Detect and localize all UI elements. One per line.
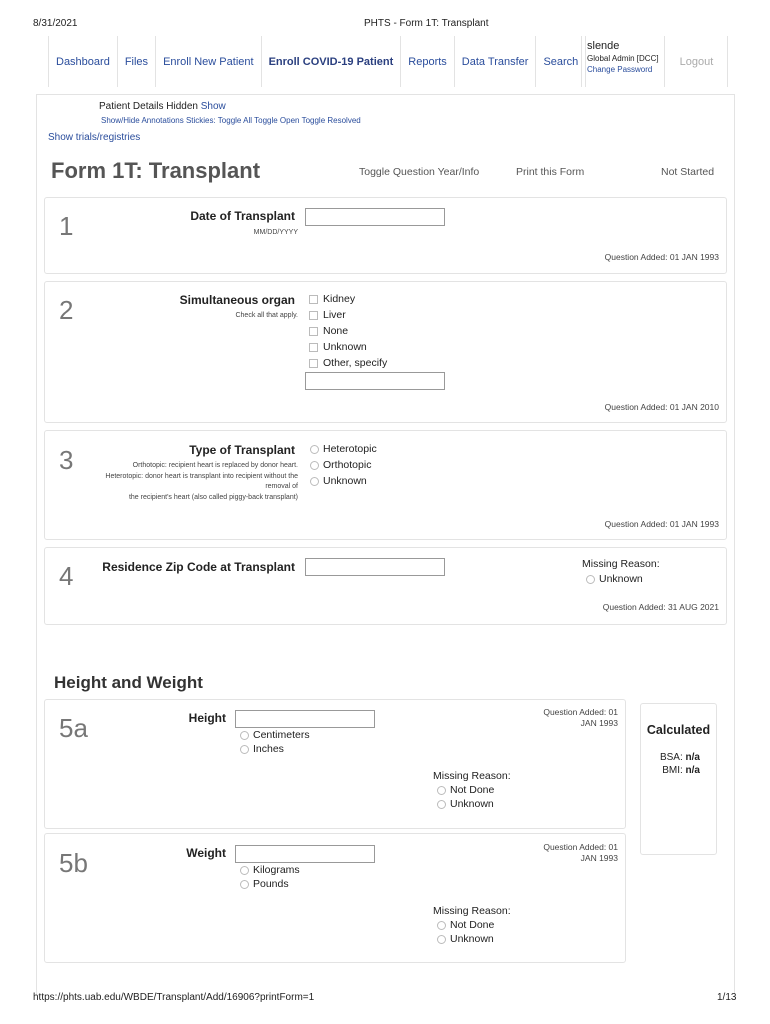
bmi-label: BMI:	[662, 765, 683, 776]
show-trials-link[interactable]: Show trials/registries	[48, 132, 141, 143]
print-footer-url: https://phts.uab.edu/WBDE/Transplant/Add/16906?printForm=1	[33, 992, 315, 1003]
patient-details	[99, 101, 226, 112]
toggle-question-info-link[interactable]: Toggle Question Year/Info	[359, 166, 480, 178]
radio[interactable]	[437, 921, 446, 930]
question-number: 2	[59, 295, 74, 325]
annotations-toggle-bar[interactable]: Show/Hide Annotations Stickies: Toggle All Toggle Open Toggle Resolved	[101, 116, 361, 125]
print-title: PHTS - Form 1T: Transplant	[364, 18, 489, 29]
question-label: Residence Zip Code at Transplant	[102, 560, 295, 574]
nav-reports[interactable]: Reports	[401, 36, 455, 87]
question-label: Type of Transplant	[189, 443, 295, 457]
missing-reason-label: Missing Reason:	[582, 558, 660, 570]
option-kidney[interactable]: Kidney	[309, 291, 387, 307]
option-not-done[interactable]: Not Done	[437, 918, 494, 932]
option-unknown[interactable]: Unknown	[586, 571, 643, 587]
question-label: Weight	[186, 846, 226, 860]
transplant-type-options	[310, 441, 377, 489]
nav-dashboard[interactable]: Dashboard	[48, 36, 118, 87]
radio[interactable]	[586, 575, 595, 584]
question-label: Simultaneous organ	[179, 293, 295, 307]
form-status: Not Started	[661, 166, 715, 178]
user-role: Global Admin [DCC]	[587, 54, 659, 63]
option-other-specify[interactable]: Other, specify	[309, 355, 387, 371]
simultaneous-organ-options	[309, 291, 387, 371]
bsa-line	[640, 752, 700, 763]
option-inches[interactable]: Inches	[240, 742, 310, 756]
option-pounds[interactable]: Pounds	[240, 877, 300, 891]
question-added: Question Added: 01 JAN 1993	[604, 519, 719, 529]
nav-enroll-new-patient[interactable]: Enroll New Patient	[156, 36, 262, 87]
checkbox[interactable]	[309, 343, 318, 352]
option-unknown[interactable]: Unknown	[310, 473, 377, 489]
question-hint: MM/DD/YYYY	[253, 229, 298, 236]
print-footer-page: 1/13	[717, 992, 737, 1003]
radio[interactable]	[437, 786, 446, 795]
question-hint: Check all that apply.	[235, 312, 298, 319]
date-of-transplant-input[interactable]	[305, 208, 445, 226]
radio[interactable]	[437, 800, 446, 809]
missing-reason-label: Missing Reason:	[433, 770, 511, 782]
missing-reason-options	[437, 918, 494, 946]
option-unknown[interactable]: Unknown	[437, 797, 494, 811]
question-number: 5b	[59, 848, 88, 878]
option-not-done[interactable]: Not Done	[437, 783, 494, 797]
change-password-link[interactable]: Change Password	[587, 65, 653, 74]
checkbox[interactable]	[309, 311, 318, 320]
question-added: Question Added: 01 JAN 1993	[543, 842, 618, 864]
bmi-line	[640, 765, 700, 776]
calculated-title: Calculated	[646, 723, 711, 737]
weight-unit-options	[240, 863, 300, 891]
radio[interactable]	[310, 461, 319, 470]
radio[interactable]	[437, 935, 446, 944]
question-number: 4	[59, 561, 74, 591]
option-liver[interactable]: Liver	[309, 307, 387, 323]
print-date: 8/31/2021	[33, 18, 78, 29]
other-specify-input[interactable]	[305, 372, 445, 390]
option-centimeters[interactable]: Centimeters	[240, 728, 310, 742]
question-hint: Orthotopic: recipient heart is replaced by donor heart. Heterotopic: donor heart is transplant into recipient without the removal of the recipient's heart (also called piggy-back transplant)	[105, 462, 298, 501]
question-added: Question Added: 31 AUG 2021	[602, 602, 719, 612]
height-unit-options	[240, 728, 310, 756]
question-added: Question Added: 01 JAN 1993	[604, 252, 719, 262]
zip-code-input[interactable]	[305, 558, 445, 576]
checkbox[interactable]	[309, 359, 318, 368]
bsa-value: n/a	[685, 752, 700, 763]
option-heterotopic[interactable]: Heterotopic	[310, 441, 377, 457]
radio[interactable]	[240, 880, 249, 889]
missing-reason-label: Missing Reason:	[433, 905, 511, 917]
bsa-label: BSA:	[659, 752, 683, 763]
question-added: Question Added: 01 JAN 1993	[543, 707, 618, 729]
question-label: Date of Transplant	[190, 209, 295, 223]
radio[interactable]	[240, 866, 249, 875]
radio[interactable]	[310, 477, 319, 486]
option-kilograms[interactable]: Kilograms	[240, 863, 300, 877]
option-unknown[interactable]: Unknown	[309, 339, 387, 355]
checkbox[interactable]	[309, 327, 318, 336]
checkbox[interactable]	[309, 295, 318, 304]
logout-button[interactable]: Logout	[666, 36, 728, 87]
user-name: slende	[587, 40, 620, 52]
nav-enroll-covid-patient[interactable]: Enroll COVID-19 Patient	[262, 36, 402, 87]
option-orthotopic[interactable]: Orthotopic	[310, 457, 377, 473]
nav-files[interactable]: Files	[118, 36, 156, 87]
question-label: Height	[188, 711, 226, 725]
missing-reason-options	[437, 783, 494, 811]
bmi-value: n/a	[685, 765, 700, 776]
option-unknown[interactable]: Unknown	[437, 932, 494, 946]
nav-data-transfer[interactable]: Data Transfer	[455, 36, 537, 87]
question-number: 1	[59, 211, 74, 241]
radio[interactable]	[310, 445, 319, 454]
question-added: Question Added: 01 JAN 2010	[604, 402, 719, 412]
missing-reason-options	[586, 571, 643, 587]
nav-search[interactable]: Search	[536, 36, 586, 87]
patient-details-text: Patient Details Hidden	[99, 101, 198, 112]
patient-details-show-link[interactable]: Show	[200, 101, 226, 112]
question-number: 3	[59, 445, 74, 475]
form-title: Form 1T: Transplant	[51, 158, 261, 183]
option-none[interactable]: None	[309, 323, 387, 339]
radio[interactable]	[240, 731, 249, 740]
radio[interactable]	[240, 745, 249, 754]
print-form-link[interactable]: Print this Form	[516, 166, 585, 178]
user-box	[581, 36, 665, 87]
main-nav	[48, 36, 586, 87]
height-input[interactable]	[235, 710, 375, 728]
weight-input[interactable]	[235, 845, 375, 863]
question-number: 5a	[59, 713, 88, 743]
section-heading-height-weight: Height and Weight	[54, 673, 203, 692]
